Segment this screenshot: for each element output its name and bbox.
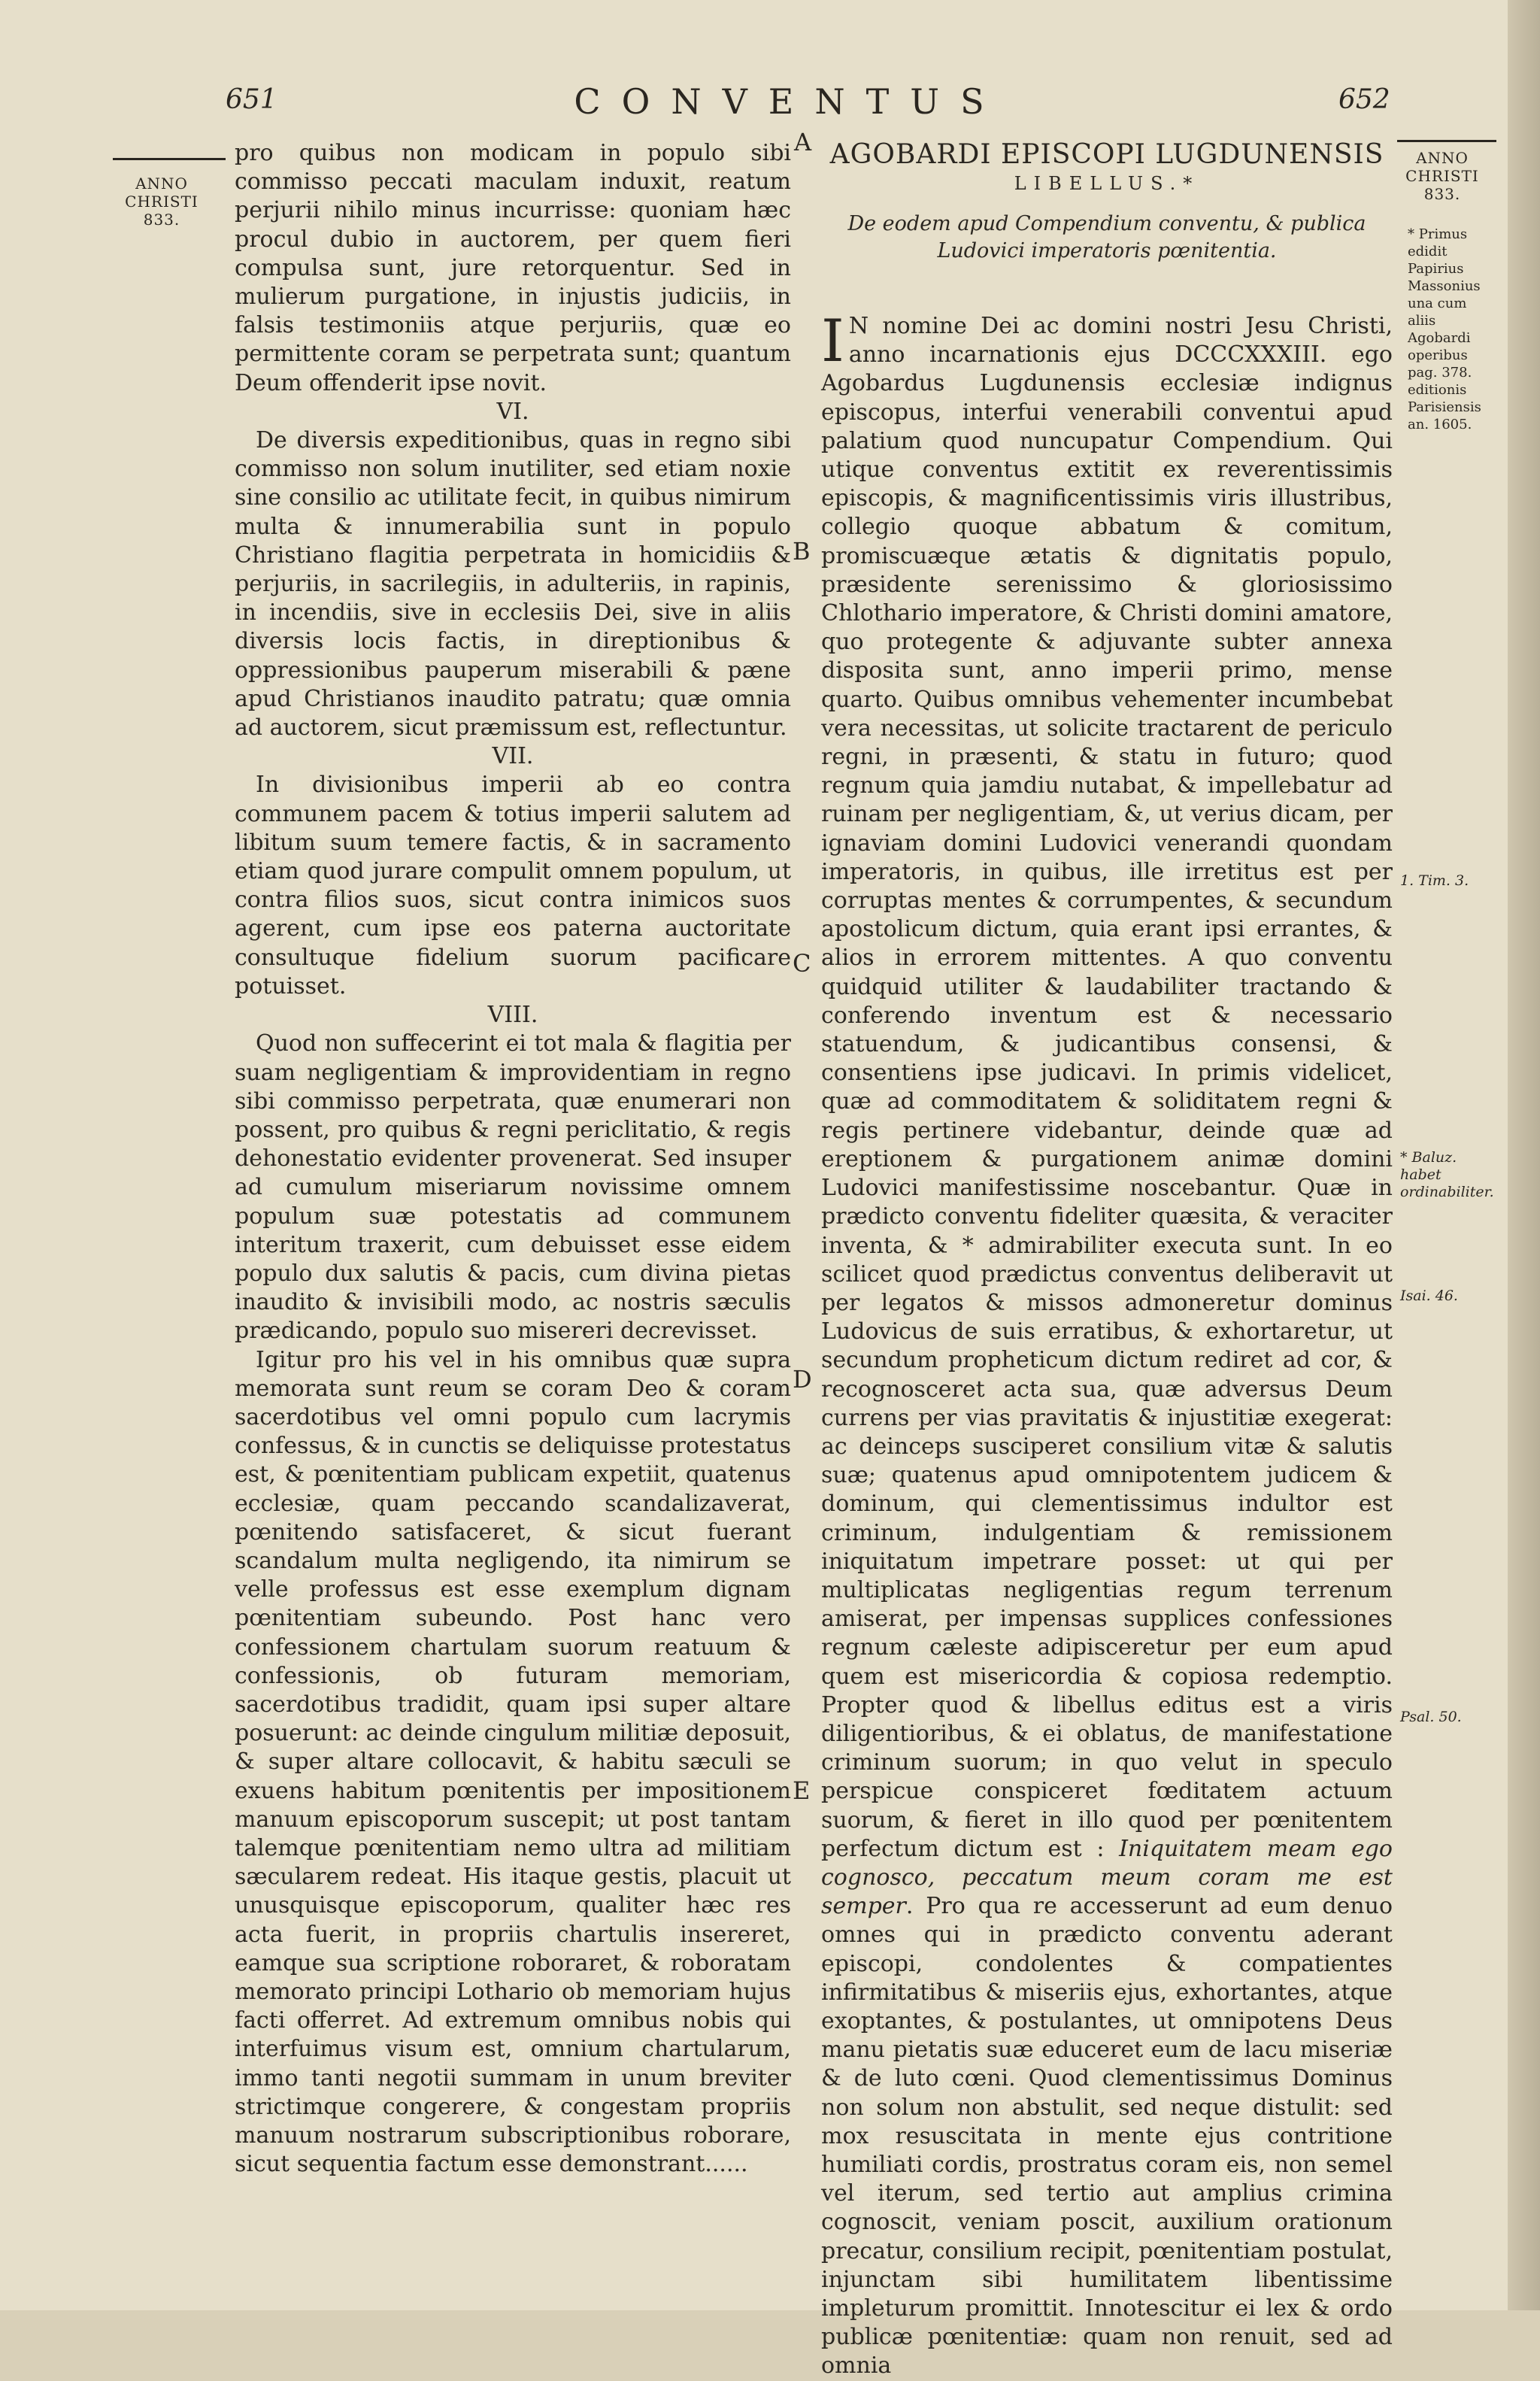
treatise-title: AGOBARDI EPISCOPI LUGDUNENSIS — [829, 139, 1384, 170]
anno-label: ANNO — [135, 174, 188, 193]
body-text: N nomine Dei ac domini nostri Jesu Christi, anno incarnationis ejus DCCCXXXIII. ego Agobardus Lugdunensis ecclesiæ indignus episcopus, interfui venerabili conventui apud palatium quod nuncupatur Compendium. Qui utique conventus extitit ex reverentissimis episcopis, & magnificentissimis viris illustribus, collegio quoque abbatum & comitum, promiscuæque ætatis & dignitatis populo, præsidente serenissimo & gloriosissimo Chlothario imperatore, & Christi domini amatore, quo protegente & adjuvante subter annexa disposita sunt, anno imperii primo, mense quarto. Quibus omnibus vehementer incumbebat vera necessitas, ut solicite tractarent de periculo regni, in præsenti, & statu in futuro; quod regnum quia jamdiu nutabat, & impellebatur ad ruinam per negligentiam, &, ut verius dicam, per ignaviam domini Ludovici venerandi quondam imperatoris, in quibus, ille irretitus est per corruptas mentes & corrumpentes, & secundum apostolicum dictum, quia erant ipsi errantes, & alios in errorem mittentes. A quo conventu quidquid utiliter & laudabiliter tractando & conferendo inventum est & necessario statuendum, & judicantibus consensi, & consentiens ipse judicavi. In primis videlicet, quæ ad commoditatem & soliditatem regni & regis pertinere videbantur, deinde quæ ad ereptionem & purgationem animæ domini Ludovici manifestissime noscebantur. Quæ in prædicto conventu fideliter quæsita, & veraciter inventa, & * admirabiliter executa sunt. In eo scilicet quod prædictus conventus deliberavit ut per legatos & missos admoneretur dominus Ludovicus de suis erratibus, & exhortaretur, ut secundum propheticum dictum rediret ad cor, & recognosceret acta sua, quæ adversus Deum currens per vias pravitatis & injustitiæ exegerat: ac deinceps susciperet consilium vitæ & salutis suæ; quatenus apud omnipotentem judicem & dominum, qui clementissimus indultor est criminum, indulgentiam & remissionem iniquitatum impetrare posset: ut qui per multiplicatas negligentias regum terrenum amiserat, per impensas supplices confessiones regnum cæleste adipisceretur per eum apud quem est misericordia & copiosa redemptio. Propter quod & libellus editus est a viris diligentioribus, & ei oblatus, de manifestatione criminum suorum; in quo velut in speculo perspicue conspiceret fœditatem actuum suorum, & fieret in illo quod per pœnitentem perfectum dictum est : — [821, 313, 1393, 1862]
margin-letter-d: D — [793, 1365, 812, 1394]
libellus-label: LIBELLUS.* — [1014, 173, 1200, 194]
section-number: VI. — [496, 398, 529, 425]
paragraph: Quod non suffecerint ei tot mala & flagitia per suam negligentiam & improvidentiam in regno sibi commisso perpetrata, quæ enumerari non possent, pro quibus & regni periclitatio, & regis dehonestatio evidenter provenerat. Sed insuper ad cumulum miseriarum novissime omnem populum suæ potestatis ad communem interitum traxerit, cum debuisset esse eidem populo dux salutis & pacis, cum divina pietas inaudito & invisibili modo, ac nostris sæculis prædicando, populo suo misereri decrevisset. — [235, 1030, 791, 1345]
paragraph: Igitur pro his vel in his omnibus quæ supra memorata sunt reum se coram Deo & coram sacerdotibus vel omni populo cum lacrymis confessus, & in cunctis se deliquisse protestatus est, & pœnitentiam publicam expetiit, quatenus ecclesiæ, quam peccando scandalizaverat, pœnitendo satisfaceret, & sicut fuerant scandalum multa negligendo, ita nimirum se velle professus est esse exemplum dignam pœnitentiam subeundo. Post hanc vero confessionem chartulam suorum reatuum & confessionis, ob futuram memoriam, sacerdotibus tradidit, quam ipsi super altare posuerunt: ac deinde cingulum militiæ deposuit, & super altare collocavit, & habitu sæculi se exuens habitum pœnitentis per impositionem manuum episcoporum suscepit; ut post tantam talemque pœnitentiam nemo ultra ad militiam sæcularem redeat. His itaque gestis, placuit ut unusquisque episcoporum, qualiter hæc res acta fuerit, in propriis chartulis insereret, eamque sua scriptione roboraret, & roboratam memorato principi Lothario ob memoriam hujus facti offerret. Ad extremum omnibus nobis qui interfuimus visum est, omnium chartularum, immo tanti negotii summam in unum breviter strictimque congerere, & congestam propriis manuum nostrarum subscriptionibus roborare, sicut sequentia factum esse demonstrant...... — [235, 1346, 791, 2178]
book-gutter — [1508, 0, 1540, 2310]
anno-year: 833. — [143, 211, 180, 229]
page-number-right: 652 — [1338, 84, 1390, 115]
running-title: CONVENTUS — [574, 81, 1005, 122]
treatise-subtitle: De eodem apud Compendium conventu, & publica Ludovici imperatoris pœnitentia. — [847, 212, 1366, 262]
margin-letter-e: E — [793, 1776, 811, 1805]
paragraph: pro quibus non modicam in populo sibi commisso peccati maculam induxit, reatum perjurii nihilo minus incurrisse: quoniam hæc procul dubio in auctorem, per quem fieri compulsa sunt, jure retorquentur. Sed in mulierum purgatione, in injustis judiciis, in falsis testimoniis atque perjuriis, quæ eo permittente coram se perpetrata sunt; quantum Deum offenderit ipse novit. — [235, 140, 791, 396]
side-note-timothy: 1. Tim. 3. — [1400, 872, 1469, 889]
anno-label: ANNO — [1416, 149, 1469, 167]
christi-label: CHRISTI — [125, 193, 199, 211]
margin-letter-b: B — [793, 537, 811, 566]
side-note-isaiah: Isai. 46. — [1400, 1288, 1458, 1304]
anno-year: 833. — [1423, 185, 1461, 203]
drop-cap: I — [821, 308, 844, 375]
rule-left — [113, 158, 226, 160]
paragraph: In divisionibus imperii ab eo contra communem pacem & totius imperii salutem ad libitum suum temere factis, & in sacramento etiam quod jurare compulit omnem populum, ut contra filios suos, sicut contra inimicos suos agerent, cum ipse eos paterna auctoritate consultuque fidelium suorum pacificare potuisset. — [235, 772, 791, 999]
section-number: VII. — [492, 743, 534, 770]
body-text: . Pro qua re accesserunt ad eum denuo omnes qui in prædicto conventu aderant episcopi, condolentes & compatientes infirmitatibus & miseriis ejus, exhortantes, atque exoptantes, & postulantes, ut omnipotens Deus manu pietatis suæ educeret eum de lacu miseriæ & de luto cœni. Quod clementissimus Dominus non solum non abstulit, sed neque distulit: sed mox resuscitata in mente ejus contritione humiliati cordis, prostratus coram eis, non semel vel iterum, sed tertio aut amplius crimina cognoscit, veniam poscit, auxilium orationum precatur, consilium recipit, pœnitentiam postulat, injunctam sibi humilitatem libentissime impleturum promittit. Innotescitur ei lex & ordo publicæ pœnitentiæ: quam non renuit, sed ad omnia — [821, 1893, 1393, 2379]
right-column-heading — [821, 139, 1393, 265]
margin-letter-c: C — [793, 949, 811, 978]
anno-christi-right — [1397, 149, 1487, 203]
rule-right — [1397, 140, 1496, 142]
left-column — [235, 139, 791, 2179]
section-number: VIII. — [487, 1002, 538, 1029]
page-number-left: 651 — [226, 84, 277, 115]
christi-label: CHRISTI — [1405, 167, 1479, 185]
paragraph — [821, 308, 1393, 2381]
side-note-edition: * Primus edidit Papirius Massonius una cum aliis Agobardi operibus pag. 378. editionis Parisiensis an. 1605. — [1408, 226, 1481, 432]
side-note-psalm: Psal. 50. — [1400, 1709, 1462, 1725]
margin-letter-a: A — [794, 128, 812, 156]
anno-christi-left — [113, 174, 211, 229]
side-note-baluze: * Baluz. habet ordinabiliter. — [1400, 1149, 1494, 1200]
scripture-quote: Iniquitatem meam ego cognosco, peccatum meum coram me est semper — [821, 1835, 1393, 1920]
running-head — [0, 81, 1508, 126]
right-column — [821, 308, 1393, 2381]
paragraph: De diversis expeditionibus, quas in regno sibi commisso non solum inutiliter, sed etiam noxie sine consilio ac utilitate fecit, in quibus nimirum multa & innumerabilia sunt in populo Christiano flagitia perpetrata in homicidiis & perjuriis, in sacrilegiis, in adulteriis, in rapinis, in incendiis, sive in ecclesiis Dei, sive in aliis diversis locis factis, in direptionibus & oppressionibus pauperum miserabili & pæne apud Christianos inaudito patratu; quæ omnia ad auctorem, sicut præmissum est, reflectuntur. — [235, 427, 791, 742]
